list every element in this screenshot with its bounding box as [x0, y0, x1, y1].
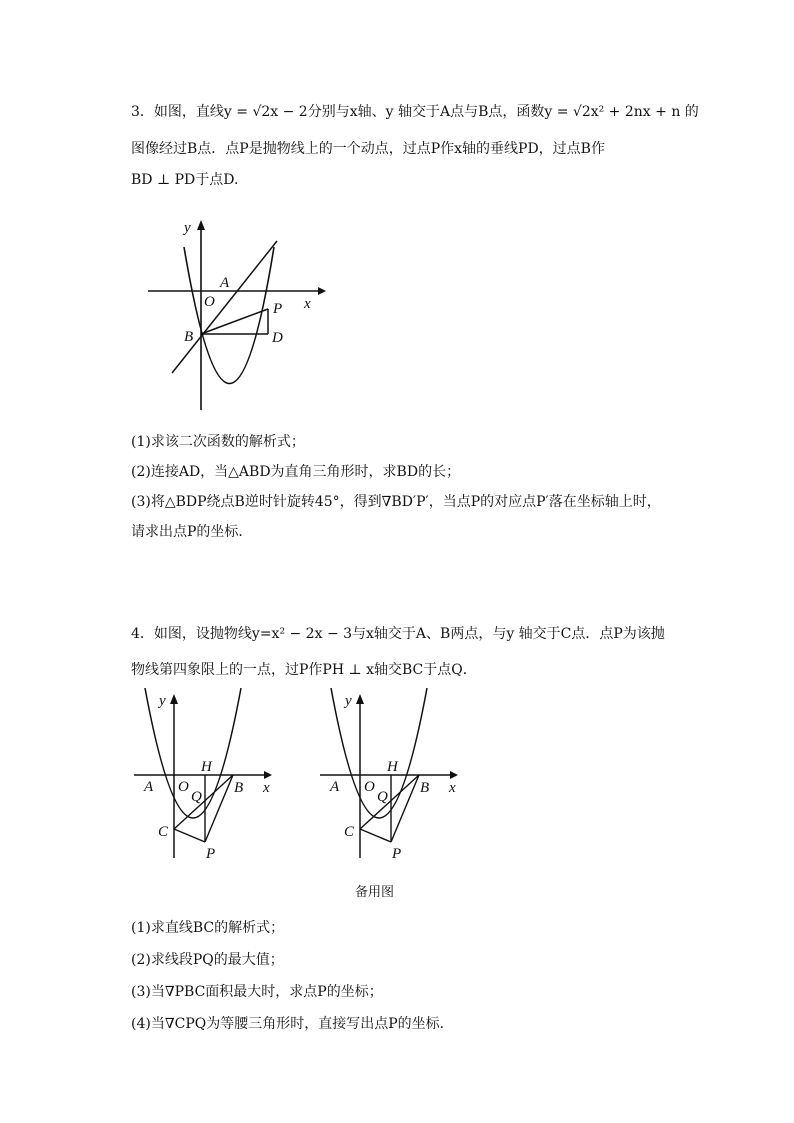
- q3-label-O: O: [204, 294, 215, 310]
- q3-x-arrow: [318, 287, 326, 295]
- q4-main-label-C: C: [158, 824, 169, 840]
- q4-figure-backup: [316, 688, 466, 863]
- q3-parabola: [184, 247, 274, 384]
- q3-label-D: D: [272, 330, 283, 346]
- q4-main-label-Q: Q: [191, 789, 202, 805]
- q3-label-P: P: [273, 301, 283, 317]
- q4-backup-label-P: P: [392, 846, 402, 862]
- q3-sub-1: (1)求该二次函数的解析式；: [131, 434, 305, 450]
- q4-main-segment-BP: [205, 775, 233, 842]
- q3-stem-line-1: 3．如图，直线y = √2x − 2分别与x轴、y 轴交于A点与B点，函数y = √2x² + 2nx + n 的: [131, 104, 699, 120]
- q3-label-B: B: [184, 329, 194, 345]
- q4-main-y-arrow: [170, 694, 178, 704]
- q4-backup-label-Q: Q: [377, 789, 388, 805]
- q3-sub-2: (2)连接AD，当△ABD为直角三角形时，求BD的长；: [131, 464, 461, 480]
- q3-label-A: A: [220, 275, 230, 291]
- q3-stem-line-2: 图像经过B点．点P是抛物线上的一个动点，过点P作x轴的垂线PD，过点B作: [131, 141, 605, 157]
- q4-backup-label-y: y: [345, 693, 352, 709]
- q3-y-arrow: [197, 220, 205, 230]
- q3-sub-3a: (3)将△BDP绕点B逆时针旋转45°，得到∇BD′P′，当点P的对应点P′落在坐标轴上时，: [131, 494, 661, 510]
- q4-figure-caption: 备用图: [355, 885, 395, 900]
- q4-backup-label-B: B: [420, 780, 430, 796]
- q4-main-x-arrow: [264, 771, 272, 779]
- q3-line-AB: [172, 241, 277, 373]
- q3-label-y: y: [184, 220, 191, 236]
- q4-stem-line-2: 物线第四象限上的一点，过P作PH ⊥ x轴交BC于点Q．: [131, 662, 477, 678]
- q3-figure: [140, 210, 330, 415]
- q4-backup-label-C: C: [344, 824, 355, 840]
- q4-figure-main: [130, 688, 280, 863]
- q3-label-x: x: [304, 296, 311, 312]
- q4-main-segment-CP: [174, 829, 205, 842]
- q4-main-label-O: O: [178, 779, 189, 795]
- q3-sub-3b: 请求出点P的坐标．: [131, 524, 253, 540]
- q4-backup-label-A: A: [330, 779, 340, 795]
- q4-sub-4: (4)当∇CPQ为等腰三角形时，直接写出点P的坐标．: [131, 1016, 454, 1032]
- q4-backup-segment-CP: [360, 829, 391, 842]
- q4-backup-label-O: O: [364, 779, 375, 795]
- q3-stem-line-3: BD ⊥ PD于点D.: [131, 172, 239, 188]
- q4-main-label-P: P: [206, 846, 216, 862]
- q4-main-label-A: A: [144, 779, 154, 795]
- q4-sub-2: (2)求线段PQ的最大值；: [131, 952, 284, 968]
- q4-backup-segment-BP: [391, 775, 419, 842]
- q4-backup-y-arrow: [356, 694, 364, 704]
- q4-backup-label-x: x: [449, 780, 456, 796]
- q4-main-label-x: x: [263, 780, 270, 796]
- q4-main-label-B: B: [234, 780, 244, 796]
- q4-main-label-H: H: [201, 759, 212, 775]
- q4-backup-label-H: H: [387, 759, 398, 775]
- q4-stem-line-1: 4．如图，设抛物线y=x² − 2x − 3与x轴交于A、B两点，与y 轴交于C点．点P为该抛: [131, 626, 665, 642]
- q4-sub-3: (3)当∇PBC面积最大时，求点P的坐标；: [131, 984, 383, 1000]
- q4-sub-1: (1)求直线BC的解析式；: [131, 920, 285, 936]
- q4-backup-x-arrow: [450, 771, 458, 779]
- q4-main-label-y: y: [159, 693, 166, 709]
